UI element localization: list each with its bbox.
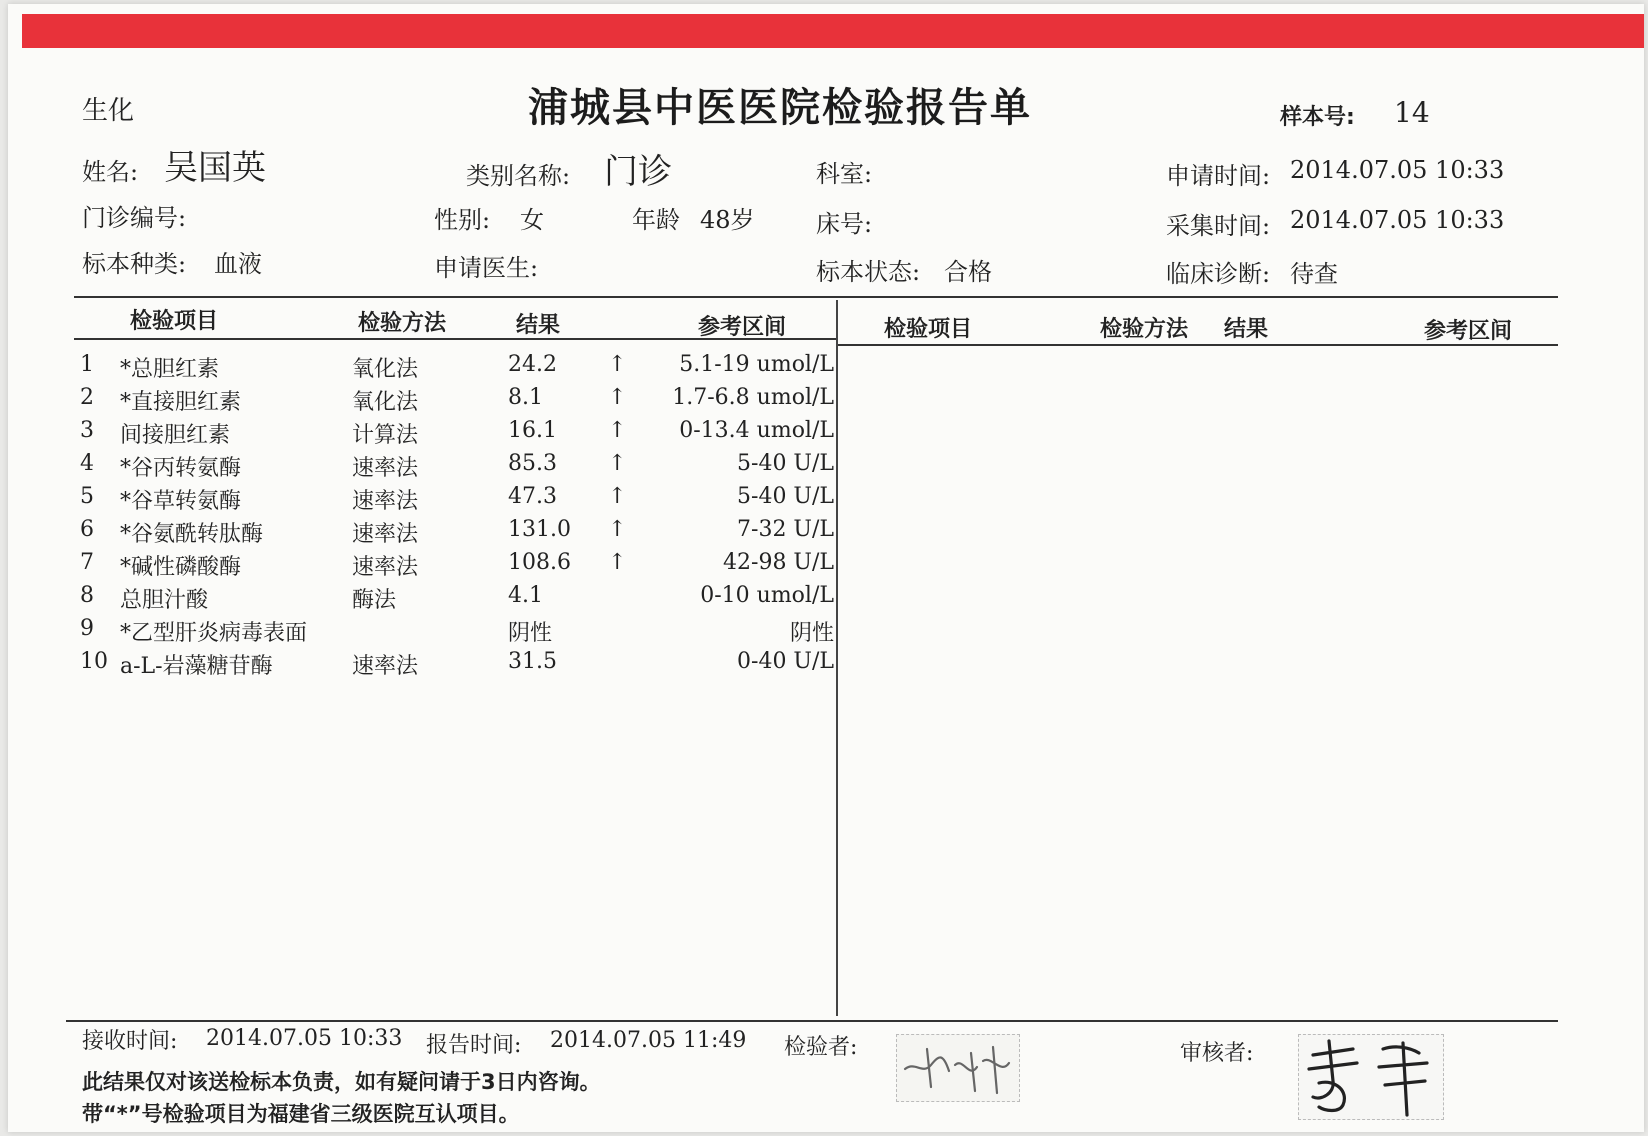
- bed-label: 床号:: [816, 210, 873, 238]
- row-result: 31.5: [508, 649, 557, 674]
- row-flag-arrow: ↑: [608, 550, 627, 575]
- row-flag-arrow: ↑: [608, 517, 627, 542]
- row-number: 4: [80, 451, 94, 476]
- row-reference-range: 5-40 U/L: [737, 484, 834, 509]
- row-flag-arrow: ↑: [608, 451, 627, 476]
- row-method: 速率法: [352, 522, 419, 547]
- category-value: 门诊: [604, 152, 672, 192]
- receive-time-label: 接收时间:: [82, 1029, 178, 1054]
- header-left-reference: 参考区间: [698, 315, 787, 340]
- row-item: 间接胆红素: [120, 423, 231, 448]
- diagnosis-value: 待查: [1290, 260, 1338, 288]
- row-flag-arrow: ↑: [608, 352, 627, 377]
- table-row: [8, 484, 834, 516]
- table-row: [8, 649, 834, 681]
- row-item: *碱性磷酸酶: [120, 555, 242, 580]
- report-time-label: 报告时间:: [426, 1033, 522, 1058]
- row-result: 16.1: [508, 418, 557, 443]
- row-number: 1: [80, 352, 94, 377]
- department-room-label: 科室:: [816, 160, 873, 188]
- gender-label: 性别:: [434, 206, 491, 234]
- header-right-item: 检验项目: [884, 317, 973, 342]
- footer-rule: [66, 1020, 1558, 1022]
- collect-time-label: 采集时间:: [1166, 212, 1271, 240]
- collect-time-value: 2014.07.05 10:33: [1290, 206, 1505, 234]
- table-row: [8, 616, 834, 648]
- row-reference-range: 42-98 U/L: [723, 550, 834, 575]
- row-number: 2: [80, 385, 94, 410]
- row-item: *乙型肝炎病毒表面: [120, 621, 308, 646]
- row-method: 氧化法: [352, 357, 419, 382]
- row-number: 5: [80, 484, 94, 509]
- age-label: 年龄: [632, 206, 680, 234]
- row-result: 85.3: [508, 451, 557, 476]
- header-right-method: 检验方法: [1100, 317, 1189, 342]
- table-row: [8, 550, 834, 582]
- row-item: a-L-岩藻糖苷酶: [120, 654, 273, 679]
- row-item: *谷丙转氨酶: [120, 456, 242, 481]
- row-reference-range: 1.7-6.8 umol/L: [672, 385, 834, 410]
- report-title: 浦城县中医医院检验报告单: [528, 85, 1032, 131]
- mutual-recognition-note: 带“*”号检验项目为福建省三级医院互认项目。: [82, 1102, 520, 1126]
- gender-value: 女: [520, 206, 544, 234]
- table-row: [8, 583, 834, 615]
- patient-name: 吴国英: [164, 148, 266, 188]
- report-time-value: 2014.07.05 11:49: [550, 1028, 747, 1053]
- report-paper: [8, 4, 1644, 1132]
- row-reference-range: 0-40 U/L: [737, 649, 834, 674]
- row-reference-range: 0-13.4 umol/L: [679, 418, 834, 443]
- row-method: 速率法: [352, 489, 419, 514]
- row-item: *谷草转氨酶: [120, 489, 242, 514]
- results-table: [8, 4, 838, 1004]
- tester-signature: [896, 1034, 1020, 1102]
- doctor-label: 申请医生:: [434, 254, 539, 282]
- row-result: 24.2: [508, 352, 557, 377]
- age-value: 48岁: [700, 206, 755, 234]
- row-number: 6: [80, 517, 94, 542]
- row-reference-range: 5-40 U/L: [737, 451, 834, 476]
- row-flag-arrow: ↑: [608, 418, 627, 443]
- row-method: 速率法: [352, 456, 419, 481]
- row-reference-range: 5.1-19 umol/L: [679, 352, 834, 377]
- name-label: 姓名:: [82, 158, 139, 186]
- receive-time-value: 2014.07.05 10:33: [206, 1026, 403, 1051]
- row-method: 速率法: [352, 654, 419, 679]
- row-method: 速率法: [352, 555, 419, 580]
- request-time-value: 2014.07.05 10:33: [1290, 156, 1505, 184]
- diagnosis-label: 临床诊断:: [1166, 260, 1271, 288]
- specimen-label: 标本种类:: [82, 250, 187, 278]
- row-item: *总胆红素: [120, 357, 220, 382]
- clinic-no-label: 门诊编号:: [82, 204, 187, 232]
- disclaimer-note: 此结果仅对该送检标本负责，如有疑问请于3日内咨询。: [82, 1070, 601, 1094]
- header-left-result: 结果: [516, 313, 561, 338]
- reviewer-signature-scrawl: [1299, 1035, 1443, 1119]
- row-number: 10: [80, 649, 108, 674]
- reviewer-label: 审核者:: [1180, 1041, 1254, 1066]
- row-result: 阴性: [508, 621, 553, 646]
- row-reference-range: 0-10 umol/L: [700, 583, 834, 608]
- sample-no-label: 样本号:: [1280, 105, 1355, 130]
- row-method: 计算法: [352, 423, 419, 448]
- row-method: 酶法: [352, 588, 397, 613]
- header-right-result: 结果: [1224, 317, 1269, 342]
- tester-label: 检验者:: [784, 1035, 858, 1060]
- row-item: *谷氨酰转肽酶: [120, 522, 264, 547]
- row-number: 3: [80, 418, 94, 443]
- row-result: 131.0: [508, 517, 571, 542]
- row-reference-range: 7-32 U/L: [737, 517, 834, 542]
- table-row: [8, 352, 834, 384]
- row-result: 47.3: [508, 484, 557, 509]
- row-item: *直接胆红素: [120, 390, 242, 415]
- row-item: 总胆汁酸: [120, 588, 209, 613]
- table-row: [8, 451, 834, 483]
- specimen-status-value: 合格: [944, 258, 992, 286]
- reviewer-signature: [1298, 1034, 1444, 1120]
- table-row: [8, 418, 834, 450]
- row-result: 4.1: [508, 583, 543, 608]
- row-flag-arrow: ↑: [608, 484, 627, 509]
- row-number: 8: [80, 583, 94, 608]
- header-left-method: 检验方法: [358, 311, 447, 336]
- row-result: 8.1: [508, 385, 543, 410]
- table-row: [8, 517, 834, 549]
- category-label: 类别名称:: [466, 162, 571, 190]
- request-time-label: 申请时间:: [1166, 162, 1271, 190]
- header-left-item: 检验项目: [130, 309, 219, 334]
- sample-no-value: 14: [1394, 96, 1430, 129]
- tester-signature-scrawl: [897, 1035, 1019, 1101]
- row-method: 氧化法: [352, 390, 419, 415]
- row-result: 108.6: [508, 550, 571, 575]
- row-reference-range: 阴性: [789, 621, 834, 646]
- row-number: 9: [80, 616, 94, 641]
- table-row: [8, 385, 834, 417]
- department-label: 生化: [82, 96, 135, 126]
- specimen-value: 血液: [214, 250, 262, 278]
- row-flag-arrow: ↑: [608, 385, 627, 410]
- specimen-status-label: 标本状态:: [816, 258, 921, 286]
- row-number: 7: [80, 550, 94, 575]
- header-right-reference: 参考区间: [1424, 319, 1513, 344]
